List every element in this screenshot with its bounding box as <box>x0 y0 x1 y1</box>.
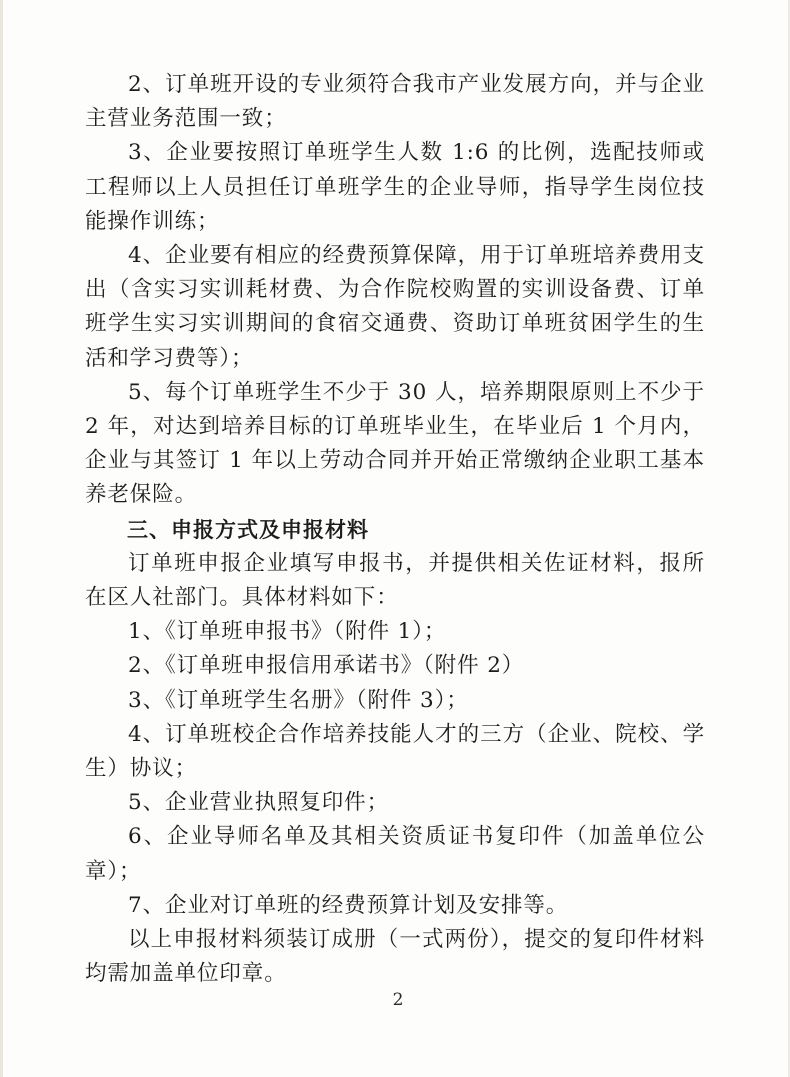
material-item-2: 2、《订单班申报信用承诺书》（附件 2） <box>128 653 525 679</box>
material-item-5: 5、企业营业执照复印件； <box>128 790 389 816</box>
material-item-7: 7、企业对订单班的经费预算计划及安排等。 <box>128 892 569 918</box>
material-item-6: 6、企业导师名单及其相关资质证书复印件（加盖单位公章）； <box>85 824 705 884</box>
material-item-4: 4、订单班校企合作培养技能人才的三方（企业、院校、学生）协议； <box>85 721 705 782</box>
section-intro-paragraph: 订单班申报企业填写申报书，并提供相关佐证材料，报所在区人社部门。具体材料如下： <box>85 550 705 611</box>
closing-note-paragraph: 以上申报材料须装订成册（一式两份），提交的复印件材料均需加盖单位印章。 <box>85 927 705 987</box>
paragraph-item-2: 2、订单班开设的专业须符合我市产业发展方向，并与企业主营业务范围一致； <box>85 72 705 132</box>
document-body <box>85 68 705 991</box>
paragraph-item-5: 5、每个订单班学生不少于 30 人，培养期限原则上不少于 2 年，对达到培养目标的订单班毕业生，在毕业后 1 个月内，企业与其签订 1 年以上劳动合同并开始正常缴纳企业职工基本养老保险。 <box>85 379 705 508</box>
section-heading: 三、申报方式及申报材料 <box>127 517 369 542</box>
material-item-3: 3、《订单班学生名册》（附件 3）； <box>128 687 469 713</box>
material-item-1: 1、《订单班申报书》（附件 1）； <box>128 619 447 645</box>
paragraph-item-4: 4、企业要有相应的经费预算保障，用于订单班培养费用支出（含实习实训耗材费、为合作院校购置的实训设备费、订单班学生实习实训期间的食宿交通费、资助订单班贫困学生的生活和学习费等）； <box>85 243 705 371</box>
page-number: 2 <box>392 990 404 1010</box>
paragraph-item-3: 3、企业要按照订单班学生人数 1:6 的比例，选配技师或工程师以上人员担任订单班学生的企业导师，指导学生岗位技能操作训练； <box>85 140 705 234</box>
